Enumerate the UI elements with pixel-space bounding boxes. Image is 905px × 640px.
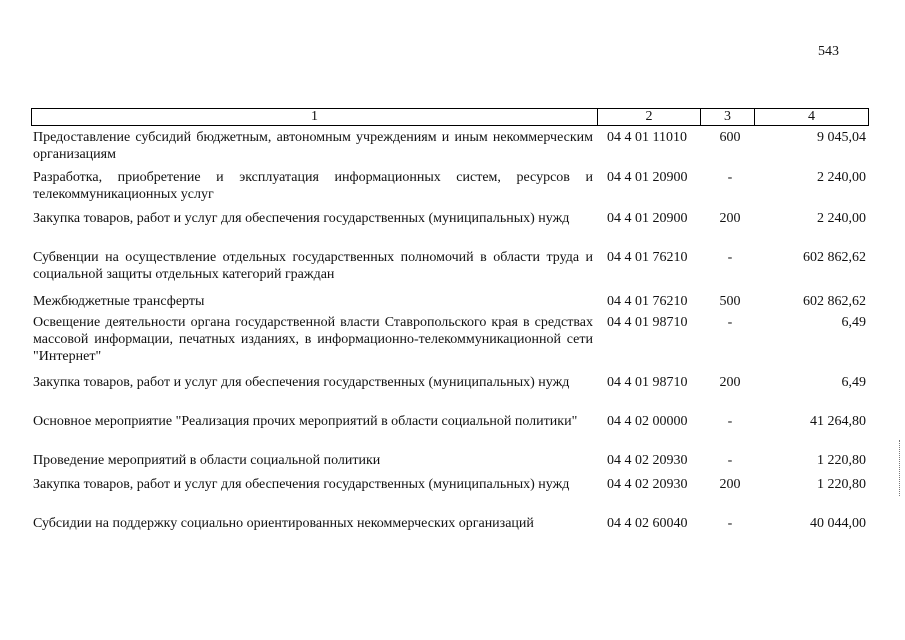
row-amount: 2 240,00	[817, 211, 866, 226]
row-type: -	[727, 453, 733, 468]
row-code: 04 4 01 98710	[607, 315, 688, 330]
page-number: 543	[818, 44, 839, 59]
header-col-1: 1	[32, 109, 598, 125]
row-name: Предоставление субсидий бюджетным, автономным учреждениям и иным некоммерческим организациям	[33, 130, 593, 162]
row-name: Основное мероприятие "Реализация прочих мероприятий в области социальной политики"	[33, 414, 578, 429]
row-type: 500	[719, 294, 741, 309]
row-name: Закупка товаров, работ и услуг для обеспечения государственных (муниципальных) нужд	[33, 211, 570, 226]
row-type: -	[727, 250, 733, 265]
row-code: 04 4 02 20930	[607, 453, 688, 468]
table-header-row	[31, 108, 869, 126]
row-name: Межбюджетные трансферты	[33, 294, 205, 309]
header-col-3: 3	[701, 109, 755, 125]
row-amount: 41 264,80	[810, 414, 866, 429]
header-col-2: 2	[598, 109, 701, 125]
row-amount: 602 862,62	[803, 294, 866, 309]
row-name: Разработка, приобретение и эксплуатация информационных систем, ресурсов и телекоммуникационных услуг	[33, 170, 593, 202]
row-type: -	[727, 414, 733, 429]
row-amount: 602 862,62	[803, 250, 866, 265]
row-type: 600	[719, 130, 741, 145]
row-type: -	[727, 315, 733, 330]
row-amount: 6,49	[841, 375, 866, 390]
row-code: 04 4 01 98710	[607, 375, 688, 390]
scan-margin-mark	[899, 440, 901, 496]
row-code: 04 4 02 00000	[607, 414, 688, 429]
row-code: 04 4 01 76210	[607, 250, 688, 265]
row-code: 04 4 01 20900	[607, 211, 688, 226]
row-code: 04 4 01 20900	[607, 170, 688, 185]
header-col-4: 4	[808, 109, 815, 124]
row-code: 04 4 01 76210	[607, 294, 688, 309]
row-amount: 9 045,04	[817, 130, 866, 145]
row-code: 04 4 01 11010	[607, 130, 687, 145]
row-name: Освещение деятельности органа государственной власти Ставропольского края в средствах массовой информации, печатных изданиях, в информационно-телекоммуникационной сети "Интернет"	[33, 315, 593, 364]
row-type: 200	[719, 477, 741, 492]
row-type: 200	[719, 375, 741, 390]
row-name: Проведение мероприятий в области социальной политики	[33, 453, 381, 468]
row-name: Субвенции на осуществление отдельных государственных полномочий в области труда и социальной защиты отдельных категорий граждан	[33, 250, 593, 282]
row-code: 04 4 02 60040	[607, 516, 688, 531]
row-amount: 2 240,00	[817, 170, 866, 185]
row-amount: 1 220,80	[817, 477, 866, 492]
row-name: Закупка товаров, работ и услуг для обеспечения государственных (муниципальных) нужд	[33, 477, 570, 492]
row-type: -	[727, 516, 733, 531]
row-code: 04 4 02 20930	[607, 477, 688, 492]
row-amount: 6,49	[841, 315, 866, 330]
row-amount: 40 044,00	[810, 516, 866, 531]
row-type: 200	[719, 211, 741, 226]
row-type: -	[727, 170, 733, 185]
row-amount: 1 220,80	[817, 453, 866, 468]
row-name: Субсидии на поддержку социально ориентированных некоммерческих организаций	[33, 516, 534, 531]
row-name: Закупка товаров, работ и услуг для обеспечения государственных (муниципальных) нужд	[33, 375, 570, 390]
